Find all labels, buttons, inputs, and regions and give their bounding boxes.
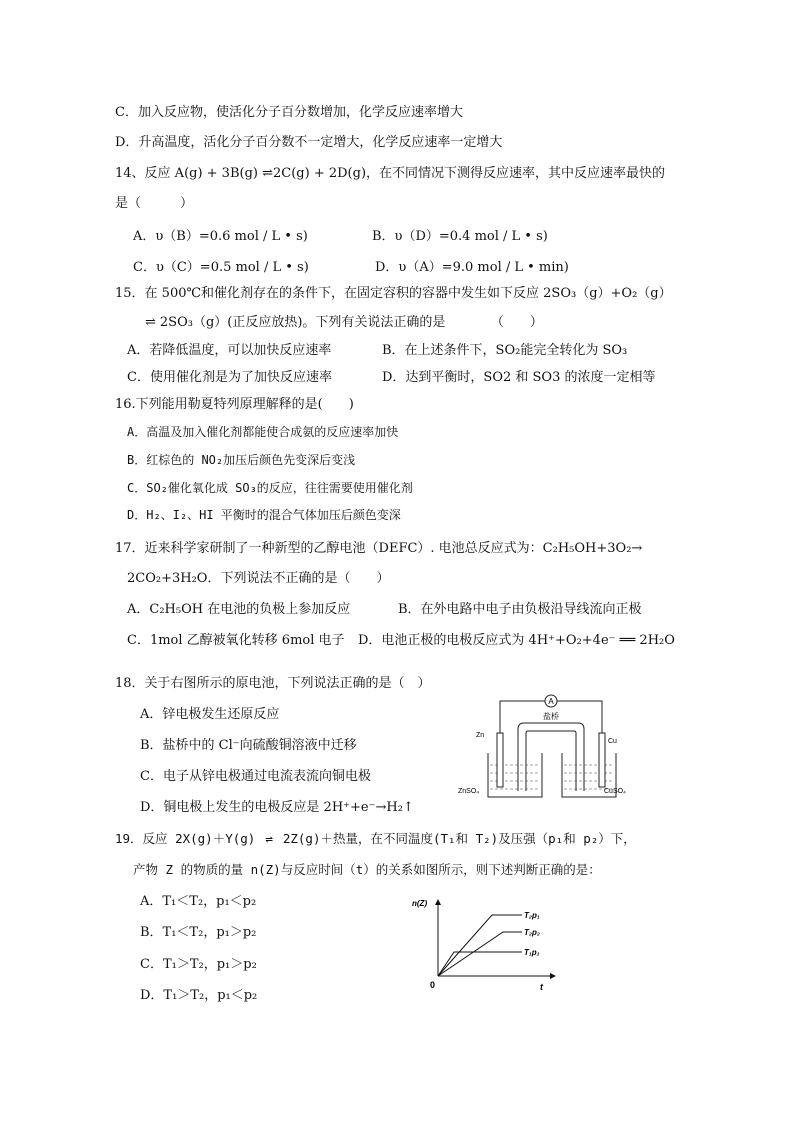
- q15-option-c: C．使用催化剂是为了加快反应速率: [127, 370, 332, 385]
- q15-stem-line1: 15．在 500℃和催化剂存在的条件下，在固定容积的容器中发生如下反应 2SO₃（g）+O₂（g）: [115, 286, 672, 301]
- origin-label: 0: [430, 980, 436, 990]
- copper-electrode: [599, 733, 605, 787]
- q19-option-c: C．T₁＞T₂，p₁＞p₂: [140, 957, 257, 972]
- q15-stem-line2: [145, 314, 543, 332]
- q13-option-d: D．升高温度，活化分子百分数不一定增大，化学反应速率一定增大: [115, 135, 503, 150]
- q14-stem-line2: 是（ ）: [115, 196, 194, 211]
- q14-stem: [115, 165, 665, 183]
- q15-option-b: B．在上述条件下，SO₂能完全转化为 SO₃: [382, 343, 628, 358]
- q15-option-a: A．若降低温度，可以加快反应速率: [127, 343, 332, 358]
- q19-stem-line1: [115, 830, 636, 848]
- q14-option-d: D．υ（A）=9.0 mol / L • min): [375, 260, 569, 275]
- equilibrium-arrow-icon: ⇌: [265, 831, 273, 846]
- q19-option-d: D．T₁＞T₂，p₁＜p₂: [140, 988, 258, 1003]
- q19-option-a: A．T₁＜T₂，p₁＜p₂: [140, 894, 257, 909]
- cu-label: Cu: [608, 738, 617, 745]
- q17-option-a: A．C₂H₅OH 在电池的负极上参加反应: [127, 602, 351, 617]
- q16-option-b: B．红棕色的 NO₂加压后颜色先变深后变浅: [127, 453, 356, 467]
- q17-stem-line2: 2CO₂+3H₂O．下列说法不正确的是（ ）: [127, 571, 390, 586]
- nz-time-graph: [410, 896, 570, 996]
- q19-stem-pre: 19．反应 2X(g)＋Y(g): [115, 831, 256, 846]
- q17-option-d: D．电池正极的电极反应式为 4H⁺+O₂+4e⁻ ══ 2H₂O: [358, 633, 675, 648]
- q17-stem-line1: 17．近来科学家研制了一种新型的乙醇电池（DEFC）. 电池总反应式为：C₂H₅OH+3O₂→: [115, 541, 643, 556]
- q14-option-c: C．υ（C）=0.5 mol / L • s): [133, 260, 309, 275]
- salt-bridge-label: 盐桥: [543, 712, 559, 721]
- cuso4-label: CuSO₄: [604, 788, 626, 795]
- q18-stem: 18．关于右图所示的原电池，下列说法正确的是（ ）: [115, 676, 431, 691]
- q15-stem-text: 2SO₃（g）(正反应放热)。下列有关说法正确的是 （ ）: [159, 315, 543, 330]
- zinc-electrode: [497, 733, 503, 787]
- q18-option-a: A．锌电极发生还原反应: [140, 707, 280, 722]
- q17-option-c: C．1mol 乙醇被氧化转移 6mol 电子: [127, 633, 345, 648]
- equilibrium-arrow-icon: ⇌: [262, 166, 274, 181]
- curve-t2p2-label: T₂p₂: [524, 928, 540, 937]
- q18-option-c: C．电子从锌电极通过电流表流向铜电极: [140, 769, 371, 784]
- zn-label: Zn: [476, 732, 485, 739]
- x-axis-label: t: [540, 982, 543, 992]
- curve-t1p1-label: T₁p₁: [524, 948, 540, 957]
- q16-option-d: D．H₂、I₂、HI 平衡时的混合气体加压后颜色变深: [127, 508, 401, 522]
- q18-option-b: B．盐桥中的 Cl⁻向硫酸铜溶液中迁移: [140, 738, 357, 753]
- curve-t2p1: [438, 915, 522, 976]
- y-axis-label: n(Z): [412, 899, 428, 908]
- curve-t2p1-label: T₂p₁: [524, 911, 540, 920]
- galvanic-cell-figure: [452, 693, 632, 803]
- curve-t1p1: [438, 952, 522, 976]
- q16-stem: 16.下列能用勒夏特列原理解释的是( ): [115, 397, 354, 412]
- q19-stem-post: 2Z(g)＋热量，在不同温度(T₁和 T₂)及压强（p₁和 p₂）下，: [282, 831, 636, 846]
- q17-option-b: B．在外电路中电子由负极沿导线流向正极: [398, 602, 642, 617]
- q16-option-a: A．高温及加入催化剂都能使合成氨的反应速率加快: [127, 425, 399, 439]
- curve-t2p2: [438, 932, 522, 976]
- q14-option-b: B．υ（D）=0.4 mol / L • s): [372, 229, 548, 244]
- q14-option-a: A．υ（B）=0.6 mol / L • s): [133, 229, 308, 244]
- q18-option-d: D．铜电极上发生的电极反应是 2H⁺+e⁻→H₂↑: [140, 800, 414, 815]
- q14-stem-post: 2C(g) + 2D(g)，在不同情况下测得反应速率，其中反应速率最快的: [273, 166, 666, 181]
- q19-stem-line2: 产物 Z 的物质的量 n(Z)与反应时间（t）的关系如图所示，则下述判断正确的是：: [133, 862, 601, 877]
- q16-option-c: C．SO₂催化氧化成 SO₃的反应，往往需要使用催化剂: [127, 481, 413, 495]
- znso4-label: ZnSO₄: [458, 788, 480, 795]
- equilibrium-arrow-icon: ⇌: [145, 315, 156, 330]
- q13-option-c: C．加入反应物，使活化分子百分数增加，化学反应速率增大: [115, 105, 463, 120]
- q15-option-d: D．达到平衡时，SO2 和 SO3 的浓度一定相等: [382, 370, 656, 385]
- q19-option-b: B．T₁＜T₂，p₁＞p₂: [140, 925, 257, 940]
- left-beaker: [488, 753, 542, 797]
- ammeter-label: A: [548, 697, 554, 706]
- q14-stem-pre: 14、反应 A(g) + 3B(g): [115, 166, 263, 181]
